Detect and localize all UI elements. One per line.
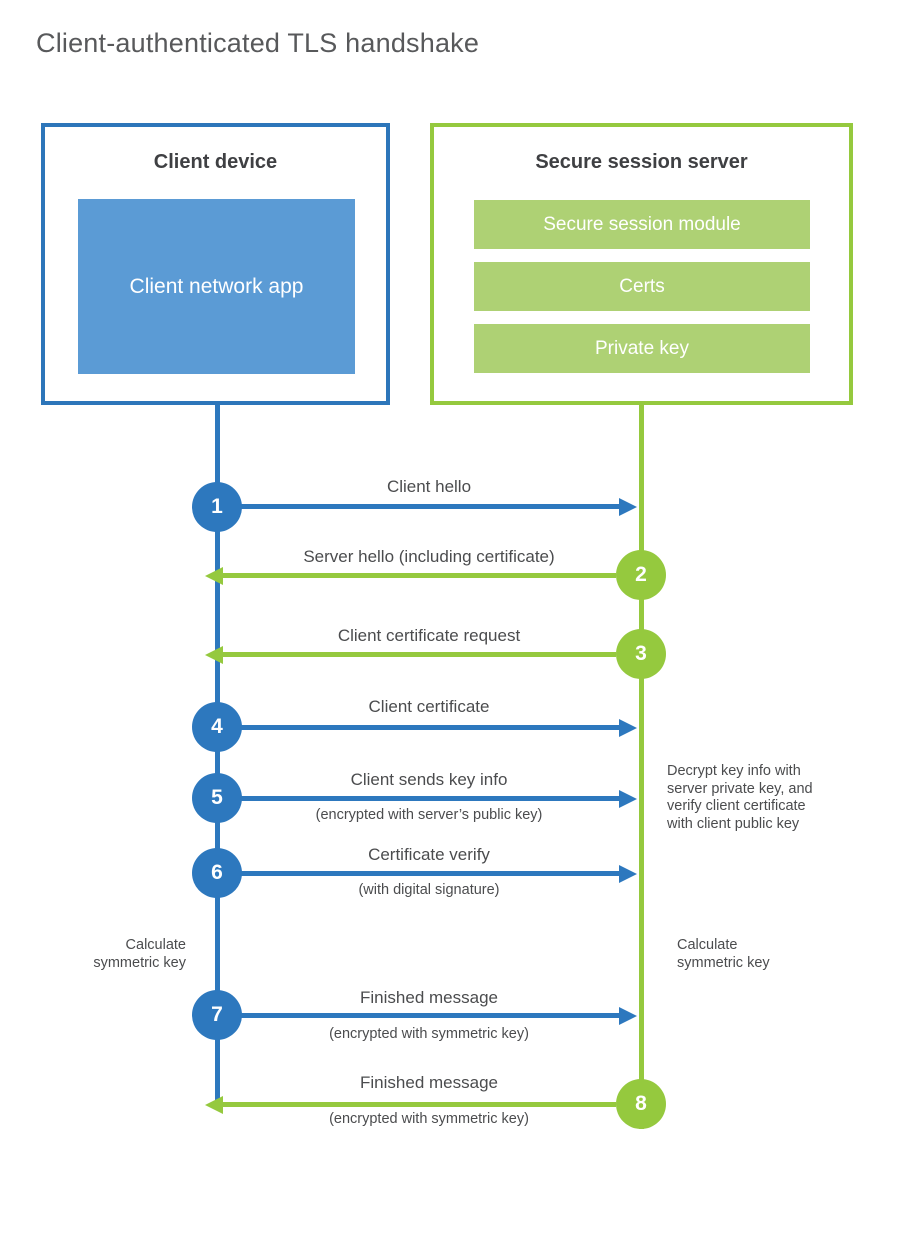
step-number: 4 [211,715,223,738]
step-circle-6 [192,848,242,898]
server-module-private-key: Private key [474,324,810,373]
step-circle-8 [616,1079,666,1129]
note-calculate-symmetric-key-client: Calculate symmetric key [93,937,186,971]
step-circle-2 [616,550,666,600]
client-network-app-label: Client network app [129,275,304,298]
arrow-right-certificate-verify [240,871,620,876]
note-calculate-symmetric-key-server: Calculate symmetric key [677,937,770,971]
step-circle-3 [616,629,666,679]
message-label-finished-message-server: Finished message [360,1073,498,1092]
arrow-right-finished-message [240,1013,620,1018]
client-device-title: Client device [153,151,278,173]
step-circle-7 [192,990,242,1040]
message-sublabel-encrypted-symmetric-key-client: (encrypted with symmetric key) [329,1026,529,1042]
message-sublabel-encrypted-server-public-key: (encrypted with server’s public key) [315,807,543,823]
message-label-client-certificate: Client certificate [368,697,490,716]
arrow-right-client-sends-key-info [240,796,620,801]
message-sublabel-encrypted-symmetric-key-server: (encrypted with symmetric key) [329,1111,529,1127]
note-decrypt-key-info: Decrypt key info with server private key, and verify client certificate with client public key [667,763,813,832]
arrow-left-server-hello [222,573,616,578]
arrow-left-client-certificate-request [222,652,616,657]
message-label-client-sends-key-info: Client sends key info [350,770,508,789]
step-number: 5 [211,786,223,809]
step-number: 6 [211,861,223,884]
page-title: Client-authenticated TLS handshake [36,28,480,58]
step-circle-1 [192,482,242,532]
step-number: 1 [211,495,223,518]
message-label-client-certificate-request: Client certificate request [337,626,521,645]
client-network-app-box [78,199,355,374]
message-label-finished-message-client: Finished message [360,988,498,1007]
server-lifeline [639,405,644,1129]
secure-session-server-title: Secure session server [535,151,748,173]
message-sublabel-with-digital-signature: (with digital signature) [358,882,500,898]
message-label-certificate-verify: Certificate verify [368,845,490,864]
arrow-left-finished-message [222,1102,616,1107]
server-module-secure-session-module: Secure session module [474,200,810,249]
step-circle-5 [192,773,242,823]
message-label-client-hello: Client hello [386,477,472,496]
server-module-certs: Certs [474,262,810,311]
step-number: 7 [211,1003,223,1026]
message-label-server-hello: Server hello (including certificate) [303,547,555,566]
step-number: 8 [635,1092,647,1115]
step-circle-4 [192,702,242,752]
step-number: 3 [635,642,647,665]
arrow-right-client-certificate [240,725,620,730]
step-number: 2 [635,563,647,586]
arrow-right-client-hello [240,504,620,509]
